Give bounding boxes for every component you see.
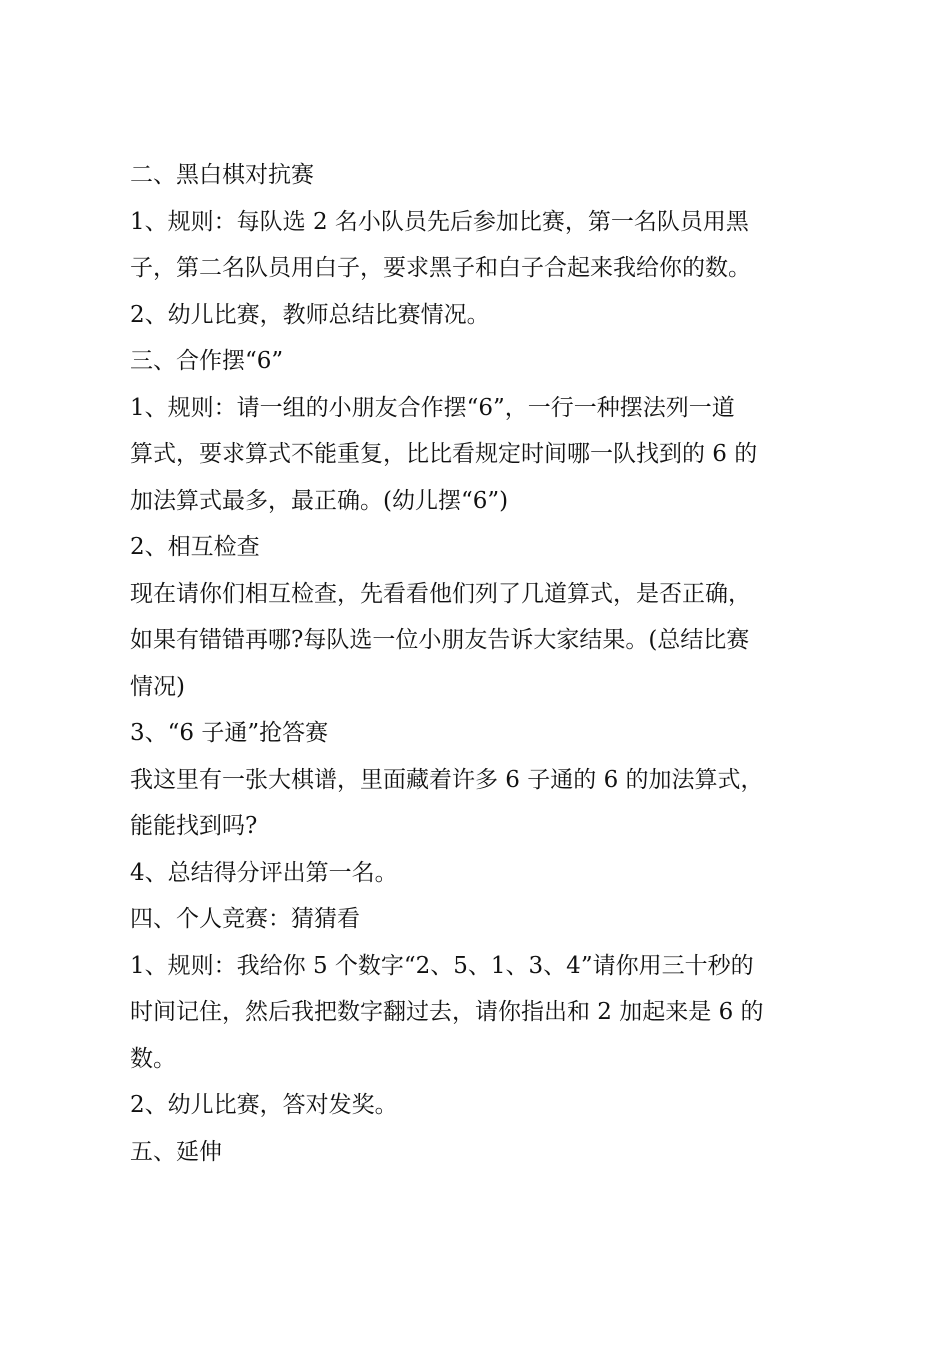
section-heading-2: 二、黑白棋对抗赛 [130, 162, 314, 188]
paragraph-line: 时间记住，然后我把数字翻过去，请你指出和 2 加起来是 6 的 [130, 999, 764, 1025]
paragraph-line: 情况) [130, 673, 185, 700]
paragraph-line: 现在请你们相互检查，先看看他们列了几道算式，是否正确， [130, 580, 751, 607]
paragraph-line: 1、规则：每队选 2 名小队员先后参加比赛，第一名队员用黑 [130, 208, 749, 235]
subheading-line: 2、相互检查 [130, 534, 260, 560]
paragraph-line: 能能找到吗? [130, 813, 258, 839]
paragraph-line: 数。 [130, 1045, 176, 1072]
paragraph-line: 1、规则：请一组的小朋友合作摆“6”，一行一种摆法列一道 [130, 394, 735, 421]
paragraph-line: 我这里有一张大棋谱，里面藏着许多 6 子通的 6 的加法算式， [130, 766, 764, 793]
section-heading-4: 四、个人竞赛：猜猜看 [130, 906, 360, 932]
section-heading-5: 五、延伸 [130, 1138, 222, 1165]
section-heading-3: 三、合作摆“6” [130, 348, 284, 374]
subheading-line: 3、“6 子通”抢答赛 [130, 720, 329, 746]
paragraph-line: 算式，要求算式不能重复，比比看规定时间哪一队找到的 6 的 [130, 441, 758, 467]
paragraph-line: 2、幼儿比赛，教师总结比赛情况。 [130, 301, 490, 328]
paragraph-line: 1、规则：我给你 5 个数字“2、5、1、3、4”请你用三十秒的 [130, 952, 754, 979]
paragraph-line: 加法算式最多，最正确。(幼儿摆“6”) [130, 487, 509, 514]
paragraph-line: 4、总结得分评出第一名。 [130, 859, 398, 886]
paragraph-line: 2、幼儿比赛，答对发奖。 [130, 1092, 398, 1118]
document-body [130, 152, 820, 1175]
paragraph-line: 如果有错错再哪?每队选一位小朋友告诉大家结果。(总结比赛 [130, 627, 750, 653]
paragraph-line: 子，第二名队员用白子，要求黑子和白子合起来我给你的数。 [130, 255, 751, 281]
